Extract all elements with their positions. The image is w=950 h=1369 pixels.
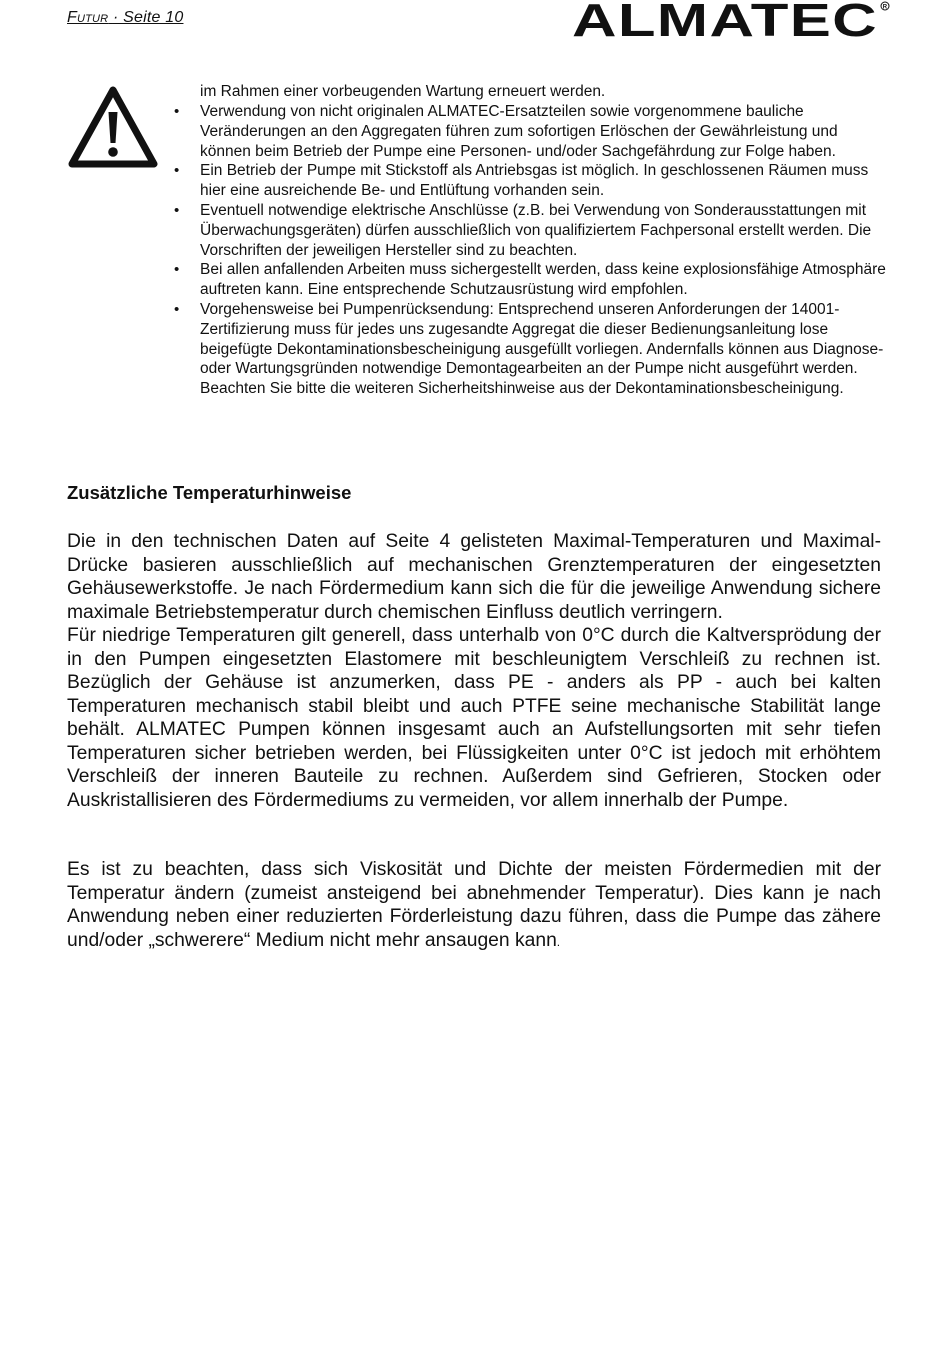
- svg-text:R: R: [882, 4, 888, 11]
- bullet-icon: •: [174, 201, 180, 219]
- paragraph-2-end: .: [556, 934, 561, 949]
- list-item: • Vorgehensweise bei Pumpenrücksendung: Entsprechend unseren Anforderungen der 14001-Zertifizierung muss für jedes uns zugesandte Aggregat die dieser Bedienungsanleitung lose beigefügte Dekontaminationsbescheinigung ausgefüllt vorliegen. Andernfalls können aus Diagnose- oder Wartungsgründen notwendige Demontagearbeiten an der Pumpe nicht ausgeführt werden. Beachten Sie bitte die weiteren Sicherheitshinweise aus der Dekontaminationsbescheinigung.: [174, 300, 884, 398]
- paragraph-1b-text: Für niedrige Temperaturen gilt generell, dass unterhalb von 0°C durch die Kaltversprödung der in den Pumpen eingesetzten Elastomere mit beschleunigtem Verschleiß zu rechnen ist. Bezüglich der Gehäuse ist anzumerken, dass PE - anders als PP - auch bei kalten Temperaturen mechanisch stabil bleibt und auch PTFE seine mechanische Stabilität lange behält. ALMATEC Pumpen können insgesamt auch an Aufstellungsorten mit sehr tiefen Temperaturen sicher betrieben werden, bei Flüssigkeiten unter 0°C ist jedoch mit erhöhtem Verschleiß der inneren Bauteile zu rechnen. Außerdem sind Gefrieren, Stocken oder Auskristallisieren des Fördermediums zu vermeiden, vor allem innerhalb der Pumpe.: [67, 625, 881, 811]
- temperature-paragraph-2: [67, 858, 881, 954]
- list-item: • Eventuell notwendige elektrische Anschlüsse (z.B. bei Verwendung von Sonderausstattungen mit Überwachungsgeräten) dürfen ausschließlich von qualifiziertem Fachpersonal erstellt werden. Die Vorschriften der jeweiligen Hersteller sind zu beachten.: [174, 201, 872, 259]
- bullet-icon: •: [174, 103, 180, 120]
- list-item: • Verwendung von nicht originalen ALMATEC-Ersatzteilen sowie vorgenommene bauliche Veränderungen an den Aggregaten führen zum sofortigen Erlöschen der Gewährleistung und können beim Betrieb der Pumpe eine Personen- und/oder Sachgefährdung zur Folge haben.: [174, 103, 838, 160]
- list-item: • Bei allen anfallenden Arbeiten muss sichergestellt werden, dass keine explosionsfähige Atmosphäre auftreten kann. Eine entsprechende Schutzausrüstung wird empfohlen.: [174, 261, 886, 299]
- safety-bullet-list: [174, 102, 890, 399]
- paragraph-2-text: Es ist zu beachten, dass sich Viskosität und Dichte der meisten Fördermedien mit der Temperatur ändern (zumeist ansteigend bei abnehmender Temperatur). Dies kann je nach Anwendung neben einer reduzierten Förderleistung dazu führen, dass die Pumpe das zähere und/oder „schwerere“ Medium nicht mehr ansaugen kann: [67, 859, 881, 951]
- bullet-icon: •: [174, 162, 180, 180]
- page-number: · Seite 10: [112, 9, 184, 26]
- almatec-logo: [572, 0, 890, 40]
- section-heading: Zusätzliche Temperaturhinweise: [67, 482, 352, 503]
- logo-wordmark: ALMATEC: [572, 0, 878, 40]
- safety-intro-line: im Rahmen einer vorbeugenden Wartung erneuert werden.: [200, 83, 606, 100]
- list-item: • Ein Betrieb der Pumpe mit Stickstoff als Antriebsgas ist möglich. In geschlossenen Räumen muss hier eine ausreichende Be- und Entlüftung vorhanden sein.: [174, 162, 869, 200]
- doc-name: Futur: [67, 9, 109, 26]
- bullet-icon: •: [174, 300, 180, 318]
- warning-triangle-icon: [68, 86, 158, 168]
- temperature-paragraph-1: [67, 530, 881, 812]
- bullet-icon: •: [174, 261, 180, 279]
- paragraph-1-text: Die in den technischen Daten auf Seite 4 gelisteten Maximal-Temperaturen und Maximal-Drücke basieren ausschließlich auf mechanischen Grenztemperaturen der eingesetzten Gehäusewerkstoffe. Je nach Fördermedium kann sich die für die jeweilige Anwendung sichere maximale Betriebstemperatur durch chemischen Einfluss deutlich verringern.: [67, 531, 881, 623]
- page-header: [67, 9, 183, 27]
